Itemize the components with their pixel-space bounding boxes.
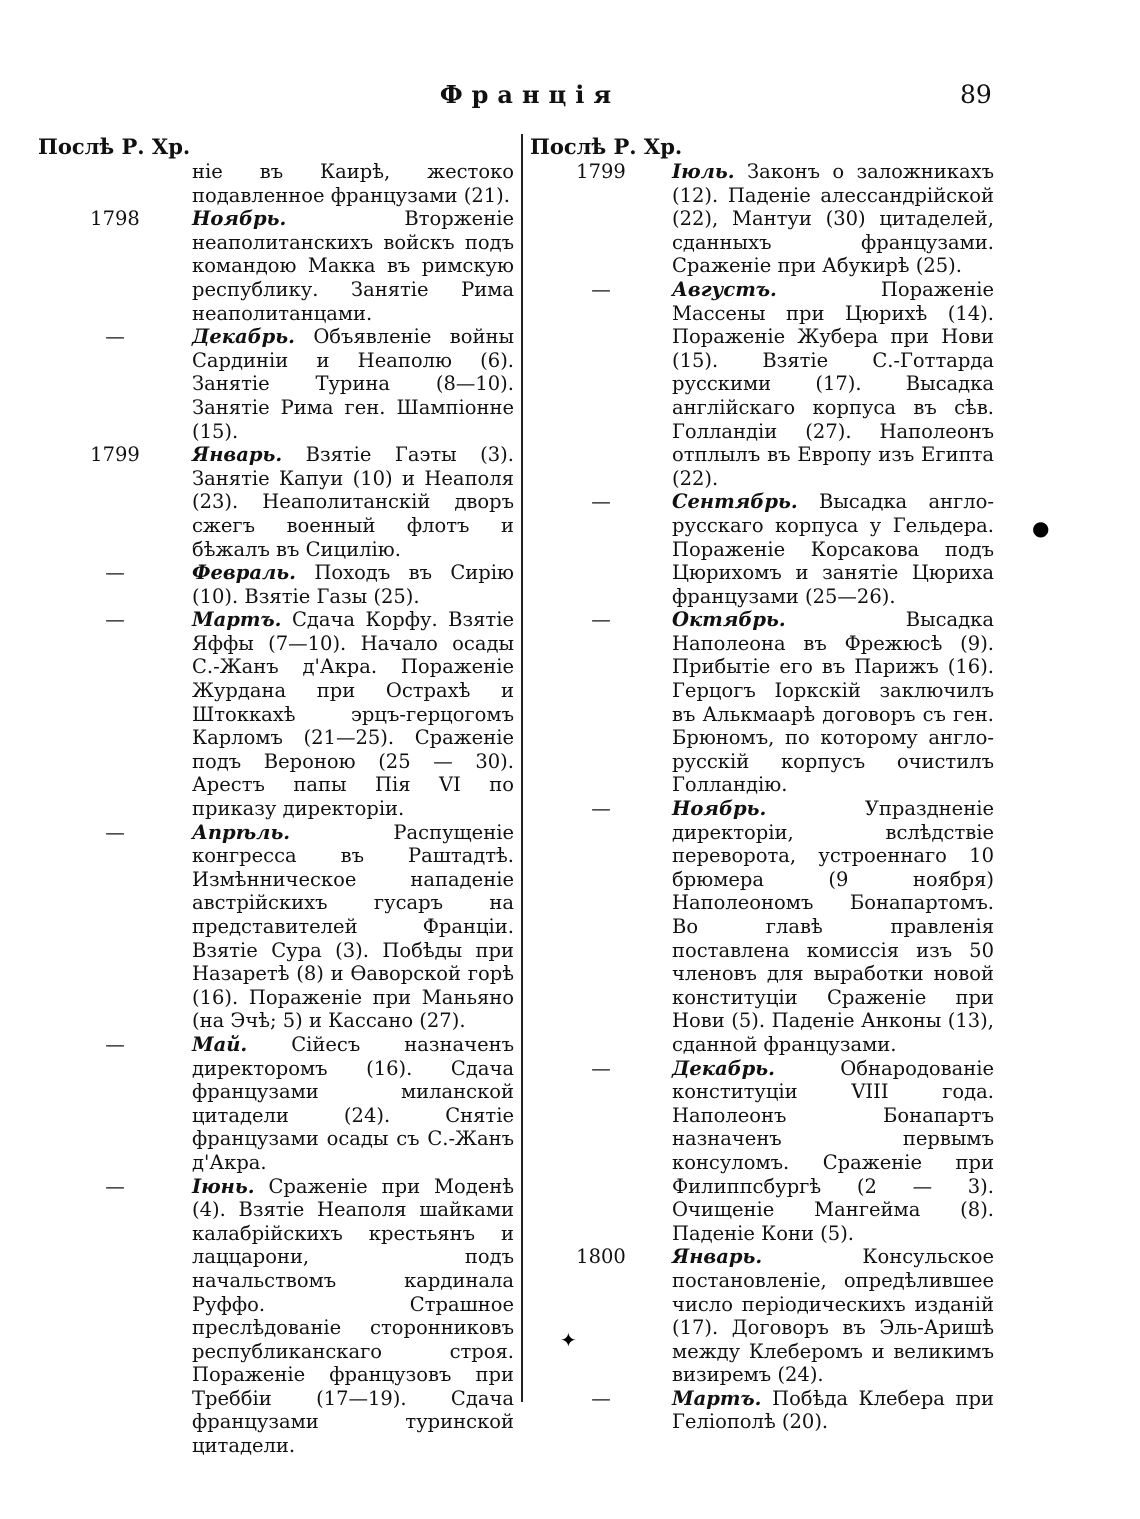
entry-text: Сдача Корфу. Взятіе Яффы (7—10). Начало осады С.-Жанъ д'Акра. Пораженіе Журдана при Острахѣ и Штоккахѣ эрцъ-герцогомъ Карломъ (21—25). Сраженіе подъ Вероною (25 — 30). Арестъ папы Пія VI по приказу директоріи. <box>192 608 514 821</box>
entry-month: Май. <box>192 1032 248 1056</box>
entry-body <box>192 325 514 443</box>
entry-month: Декабрь. <box>192 325 295 349</box>
entry-body <box>672 490 994 608</box>
entry-month: Январь. <box>192 443 283 467</box>
entry-year <box>38 160 192 207</box>
entry-text: Пораженіе Массены при Цюрихѣ (14). Пораженіе Жубера при Нови (15). Взятіе С.-Готтарда русскими (17). Высадка англійскаго корпуса въ сѣв. Голландіи (27). Наполеонъ отплылъ въ Европу изъ Египта (22). <box>672 277 994 490</box>
entry-year: — <box>105 325 125 349</box>
entry-body <box>672 1387 994 1434</box>
entry-month: Декабрь. <box>672 1056 775 1080</box>
chronology-entry <box>530 608 994 797</box>
chronology-entry <box>530 490 994 608</box>
chronology-entry <box>38 821 514 1033</box>
entry-year: 1799 <box>576 160 626 183</box>
entry-body <box>192 608 514 820</box>
entry-year: — <box>105 608 125 632</box>
entry-year: — <box>591 1056 611 1080</box>
entry-body <box>192 207 514 325</box>
page-title: Франція <box>439 80 621 109</box>
entry-text: Высадка англо-русскаго корпуса у Гельдера. Пораженіе Корсакова подъ Цюрихомъ и занятіе Цюриха французами (25—26). <box>672 490 994 608</box>
entry-year: — <box>105 1174 125 1198</box>
entry-body <box>192 1175 514 1458</box>
entry-year: 1799 <box>90 443 140 467</box>
entry-month: Августъ. <box>672 277 777 301</box>
chronology-entry <box>38 1175 514 1458</box>
entry-text: Сраженіе при Моденѣ (4). Взятіе Неаполя шайками калабрійскихъ крестьянъ и лаццарони, подъ начальствомъ кардинала Руффо. Страшное преслѣдованіе сторонниковъ республиканскаго строя. Пораженіе французовъ при Треббіи (17—19). Сдача французами туринской цитадели. <box>192 1174 514 1458</box>
chronology-entry <box>38 608 514 820</box>
entry-body <box>672 1245 994 1387</box>
chronology-entry <box>38 325 514 443</box>
entry-text: Вторженіе неаполитанскихъ войскъ подъ командою Макка въ римскую республику. Занятіе Рима неаполитанцами. <box>192 207 514 325</box>
chronology-entry <box>530 278 994 490</box>
entry-body <box>672 608 994 797</box>
entry-text: Высадка Наполеона въ Фрежюсѣ (9). Прибытіе его въ Парижъ (16). Герцогъ Іоркскій заключилъ въ Алькмаарѣ договоръ съ ген. Брюномъ, по которому англо-русскій корпусъ очистилъ Голландію. <box>672 608 994 797</box>
entry-body <box>192 561 514 608</box>
left-column <box>38 160 514 1458</box>
chronology-entry <box>530 160 994 278</box>
entry-text: Законъ о заложникахъ (12). Паденіе алессандрійской (22), Мантуи (30) цитаделей, сданныхъ французами. Сраженіе при Абукирѣ (25). <box>672 160 995 278</box>
entry-year: — <box>591 797 611 821</box>
entry-month: Февраль. <box>192 561 296 585</box>
right-column-heading: Послѣ Р. Хр. <box>530 134 683 159</box>
entry-year: — <box>591 1386 611 1410</box>
chronology-entry <box>530 1245 994 1387</box>
right-column <box>530 160 994 1434</box>
chronology-entry <box>38 561 514 608</box>
column-divider <box>521 134 523 1402</box>
entry-body <box>672 797 994 1057</box>
entry-text: ніе въ Каирѣ, жестоко подавленное французами (21). <box>192 160 514 207</box>
entry-text: Сійесъ назначенъ директоромъ (16). Сдача французами миланской цитадели (24). Снятіе французами осады съ С.-Жанъ д'Акра. <box>192 1032 515 1174</box>
entry-text: Походъ въ Сирію (10). Взятіе Газы (25). <box>192 561 515 608</box>
entry-body <box>192 443 514 561</box>
entry-body <box>192 821 514 1033</box>
entry-month: Январь. <box>672 1245 763 1269</box>
entry-body <box>672 278 994 490</box>
entry-month: Ноябрь. <box>192 207 287 231</box>
entry-month: Мартъ. <box>192 608 282 632</box>
chronology-entry <box>38 207 514 325</box>
entry-year: — <box>105 561 125 585</box>
entry-text: Побѣда Клебера при Геліополѣ (20). <box>672 1386 994 1434</box>
entry-year: — <box>105 820 125 844</box>
entry-year: — <box>591 277 611 301</box>
entry-body <box>672 1057 994 1246</box>
entry-year: 1800 <box>576 1245 626 1269</box>
entry-month: Ноябрь. <box>672 797 767 821</box>
entry-month: Іюль. <box>672 160 735 183</box>
entry-text: Объявленіе войны Сардиніи и Неаполю (6). Занятіе Турина (8—10). Занятіе Рима ген. Шампіонне (15). <box>192 325 515 443</box>
entry-year: — <box>591 608 611 632</box>
chronology-entry <box>530 797 994 1057</box>
entry-body <box>192 1033 514 1175</box>
entry-body <box>192 160 514 207</box>
chronology-entry <box>38 1033 514 1175</box>
entry-month: Сентябрь. <box>672 490 798 514</box>
entry-year: 1798 <box>90 207 140 231</box>
entry-text: Обнародованіе конституціи VIII года. Наполеонъ Бонапартъ назначенъ первымъ консуломъ. Сраженіе при Филиппсбургѣ (2 — 3). Очищеніе Мангейма (8). Паденіе Кони (5). <box>672 1056 994 1245</box>
ink-blot-icon: ● <box>1032 516 1050 540</box>
entry-month: Іюнь. <box>192 1174 255 1198</box>
entry-body <box>672 160 994 278</box>
entry-month: Октябрь. <box>672 608 786 632</box>
entry-month: Мартъ. <box>672 1386 762 1410</box>
chronology-entry <box>530 1057 994 1246</box>
chronology-entry <box>38 160 514 207</box>
entry-text: Взятіе Гаэты (3). Занятіе Капуи (10) и Неаполя (23). Неаполитанскій дворъ сжегъ военный флотъ и бѣжалъ въ Сицилію. <box>192 443 514 561</box>
chronology-entry <box>38 443 514 561</box>
page-number: 89 <box>960 80 992 109</box>
entry-text: Упраздненіе директоріи, вслѣдствіе переворота, устроеннаго 10 брюмера (9 ноября) Наполеономъ Бонапартомъ. Во главѣ правленія поставлена комиссія изъ 50 членовъ для выработки новой конституціи Сраженіе при Нови (5). Паденіе Анконы (13), сданной французами. <box>672 797 994 1056</box>
ink-blot-icon: ✦ <box>560 1328 577 1352</box>
entry-text: Распущеніе конгресса въ Раштадтѣ. Измѣнническое нападеніе австрійскихъ гусаръ на представителей Франціи. Взятіе Сура (3). Побѣды при Назаретѣ (8) и Ѳаворской горѣ (16). Пораженіе при Маньяно (на Эчѣ; 5) и Кассано (27). <box>192 820 514 1033</box>
entry-year: — <box>591 490 611 514</box>
entry-year: — <box>105 1032 125 1056</box>
left-column-heading: Послѣ Р. Хр. <box>38 134 191 159</box>
entry-month: Апрѣль. <box>192 820 291 844</box>
entry-text: Консульское постановленіе, опредѣлившее число періодическихъ изданій (17). Договоръ въ Эль-Аришѣ между Клеберомъ и великимъ визиремъ (24). <box>672 1245 994 1387</box>
chronology-entry <box>530 1387 994 1434</box>
